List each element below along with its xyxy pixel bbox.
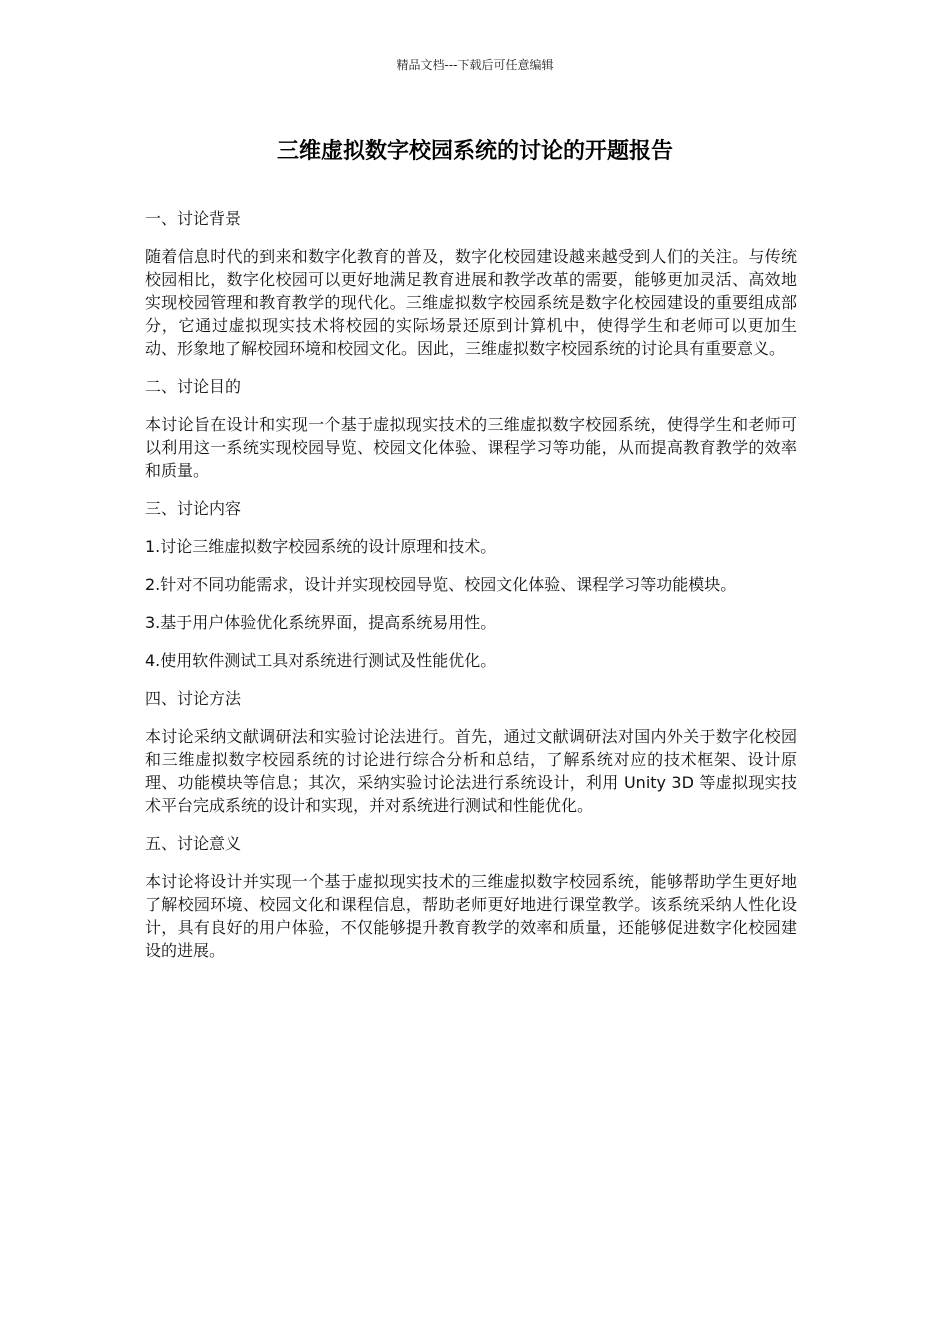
section-text-background: 随着信息时代的到来和数字化教育的普及，数字化校园建设越来越受到人们的关注。与传统校园相比，数字化校园可以更好地满足教育进展和教学改革的需要，能够更加灵活、高效地实现校园管理和教育教学的现代化。三维虚拟数字校园系统是数字化校园建设的重要组成部分，它通过虚拟现实技术将校园的实际场景还原到计算机中，使得学生和老师可以更加生动、形象地了解校园环境和校园文化。因此，三维虚拟数字校园系统的讨论具有重要意义。	[145, 247, 797, 358]
section-text-purpose: 本讨论旨在设计和实现一个基于虚拟现实技术的三维虚拟数字校园系统，使得学生和老师可以利用这一系统实现校园导览、校园文化体验、课程学习等功能，从而提高教育教学的效率和质量。	[145, 415, 797, 480]
section-heading-significance: 五、讨论意义	[145, 834, 242, 853]
section-heading-background: 一、讨论背景	[145, 209, 242, 228]
content-list-item-3: 3.基于用户体验优化系统界面，提高系统易用性。	[145, 613, 497, 632]
section-heading-purpose: 二、讨论目的	[145, 377, 242, 396]
content-list-item-1: 1.讨论三维虚拟数字校园系统的设计原理和技术。	[145, 537, 497, 556]
section-text-significance: 本讨论将设计并实现一个基于虚拟现实技术的三维虚拟数字校园系统，能够帮助学生更好地了解校园环境、校园文化和课程信息，帮助老师更好地进行课堂教学。该系统采纳人性化设计，具有良好的用户体验，不仅能够提升教育教学的效率和质量，还能够促进数字化校园建设的进展。	[145, 872, 797, 960]
content-list-item-4: 4.使用软件测试工具对系统进行测试及性能优化。	[145, 651, 497, 670]
document-body	[145, 207, 797, 977]
section-heading-content: 三、讨论内容	[145, 499, 242, 518]
header-note: 精品文档---下载后可任意编辑	[396, 58, 554, 72]
section-text-method: 本讨论采纳文献调研法和实验讨论法进行。首先，通过文献调研法对国内外关于数字化校园和三维虚拟数字校园系统的讨论进行综合分析和总结，了解系统对应的技术框架、设计原理、功能模块等信息；其次，采纳实验讨论法进行系统设计，利用 Unity 3D 等虚拟现实技术平台完成系统的设计和实现，并对系统进行测试和性能优化。	[145, 727, 797, 815]
content-list-item-2: 2.针对不同功能需求，设计并实现校园导览、校园文化体验、课程学习等功能模块。	[145, 575, 737, 594]
section-heading-method: 四、讨论方法	[145, 689, 242, 708]
document-title: 三维虚拟数字校园系统的讨论的开题报告	[276, 139, 673, 164]
